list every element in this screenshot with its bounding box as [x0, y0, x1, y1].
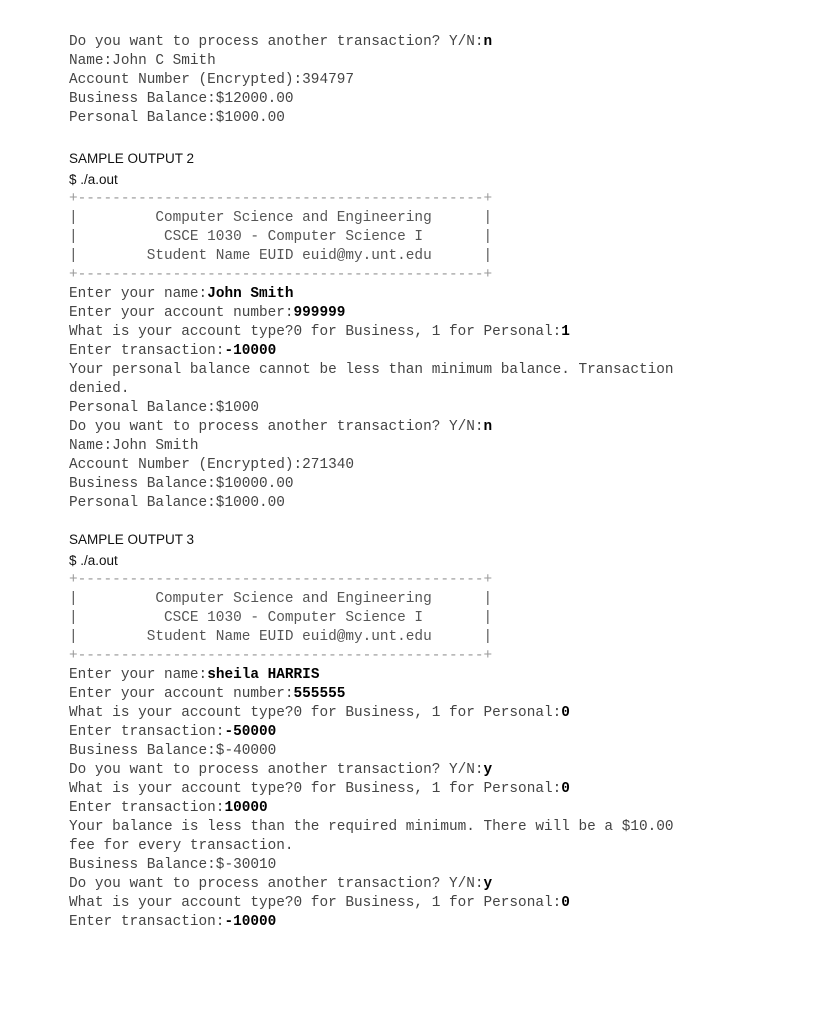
user-input: y [483, 762, 493, 778]
prompt-text: Do you want to process another transaction? Y/N: [69, 876, 484, 892]
terminal-line [69, 456, 354, 475]
section-heading: SAMPLE OUTPUT 2 [69, 151, 195, 166]
terminal-line [69, 723, 276, 742]
output-text: Business Balance:$12000.00 [69, 91, 294, 107]
prompt-text: Enter transaction: [69, 724, 225, 740]
terminal-line [69, 742, 276, 761]
banner-line: | Student Name EUID euid@my.unt.edu | [69, 248, 493, 264]
output-text: Personal Balance:$1000 [69, 400, 259, 416]
banner-line: | Computer Science and Engineering | [69, 210, 493, 226]
user-input: 10000 [224, 800, 268, 816]
banner-border-top: +-----------------------------------------------+ [69, 572, 493, 588]
terminal-line [69, 913, 276, 932]
terminal-line [69, 494, 285, 513]
terminal-line [69, 71, 354, 90]
banner-border-top: +-----------------------------------------------+ [69, 191, 493, 207]
user-input: n [483, 419, 493, 435]
user-input: 0 [561, 781, 570, 797]
prompt-text: Enter your name: [69, 667, 208, 683]
prompt-text: Enter your name: [69, 286, 208, 302]
prompt-text: What is your account type?0 for Business, 1 for Personal: [69, 895, 562, 911]
output-text: Account Number (Encrypted):394797 [69, 72, 354, 88]
terminal-line [69, 818, 674, 837]
prompt-text: Enter transaction: [69, 343, 225, 359]
output-text: fee for every transaction. [69, 838, 294, 854]
section-heading: SAMPLE OUTPUT 3 [69, 532, 195, 547]
user-input: n [483, 34, 493, 50]
terminal-line [69, 33, 492, 52]
terminal-line [69, 109, 285, 128]
terminal-line [69, 761, 492, 780]
user-input: 0 [561, 895, 570, 911]
banner-border-bottom: +-----------------------------------------------+ [69, 267, 493, 283]
terminal-line [69, 361, 674, 380]
command-line: $ ./a.out [69, 553, 118, 568]
terminal-line [69, 799, 268, 818]
banner-line: | Computer Science and Engineering | [69, 591, 493, 607]
terminal-line [69, 380, 129, 399]
terminal-line [69, 666, 319, 685]
output-text: Business Balance:$-30010 [69, 857, 277, 873]
user-input: 1 [561, 324, 570, 340]
output-text: Your personal balance cannot be less than minimum balance. Transaction [69, 362, 674, 378]
user-input: -50000 [224, 724, 277, 740]
terminal-line [69, 90, 294, 109]
terminal-line [69, 837, 294, 856]
terminal-line [69, 418, 492, 437]
terminal-line [69, 437, 199, 456]
terminal-line [69, 894, 570, 913]
user-input: y [483, 876, 493, 892]
output-text: denied. [69, 381, 130, 397]
output-text: Business Balance:$10000.00 [69, 476, 294, 492]
user-input: -10000 [224, 914, 277, 930]
prompt-text: What is your account type?0 for Business, 1 for Personal: [69, 705, 562, 721]
command-line: $ ./a.out [69, 172, 118, 187]
user-input: 555555 [293, 686, 346, 702]
output-text: Your balance is less than the required minimum. There will be a $10.00 [69, 819, 674, 835]
banner-line: | CSCE 1030 - Computer Science I | [69, 229, 493, 245]
output-text: Name:John C Smith [69, 53, 216, 69]
prompt-text: Do you want to process another transaction? Y/N: [69, 34, 484, 50]
output-text: Personal Balance:$1000.00 [69, 110, 285, 126]
banner-line: | CSCE 1030 - Computer Science I | [69, 610, 493, 626]
prompt-text: Do you want to process another transaction? Y/N: [69, 419, 484, 435]
terminal-line [69, 856, 276, 875]
prompt-text: Enter transaction: [69, 800, 225, 816]
terminal-line [69, 704, 570, 723]
prompt-text: What is your account type?0 for Business, 1 for Personal: [69, 324, 562, 340]
output-text: Business Balance:$-40000 [69, 743, 277, 759]
user-input: John Smith [207, 286, 294, 302]
user-input: 0 [561, 705, 570, 721]
terminal-line [69, 285, 294, 304]
banner-border-bottom: +-----------------------------------------------+ [69, 648, 493, 664]
terminal-line [69, 685, 345, 704]
prompt-text: Do you want to process another transaction? Y/N: [69, 762, 484, 778]
prompt-text: What is your account type?0 for Business, 1 for Personal: [69, 781, 562, 797]
user-input: -10000 [224, 343, 277, 359]
terminal-line [69, 323, 570, 342]
output-text: Name:John Smith [69, 438, 199, 454]
terminal-line [69, 52, 216, 71]
banner-line: | Student Name EUID euid@my.unt.edu | [69, 629, 493, 645]
terminal-line [69, 475, 294, 494]
terminal-line [69, 780, 570, 799]
terminal-line [69, 304, 345, 323]
user-input: sheila HARRIS [207, 667, 320, 683]
prompt-text: Enter transaction: [69, 914, 225, 930]
output-text: Account Number (Encrypted):271340 [69, 457, 354, 473]
prompt-text: Enter your account number: [69, 686, 294, 702]
user-input: 999999 [293, 305, 346, 321]
terminal-line [69, 875, 492, 894]
terminal-line [69, 342, 276, 361]
prompt-text: Enter your account number: [69, 305, 294, 321]
terminal-line [69, 399, 259, 418]
output-text: Personal Balance:$1000.00 [69, 495, 285, 511]
